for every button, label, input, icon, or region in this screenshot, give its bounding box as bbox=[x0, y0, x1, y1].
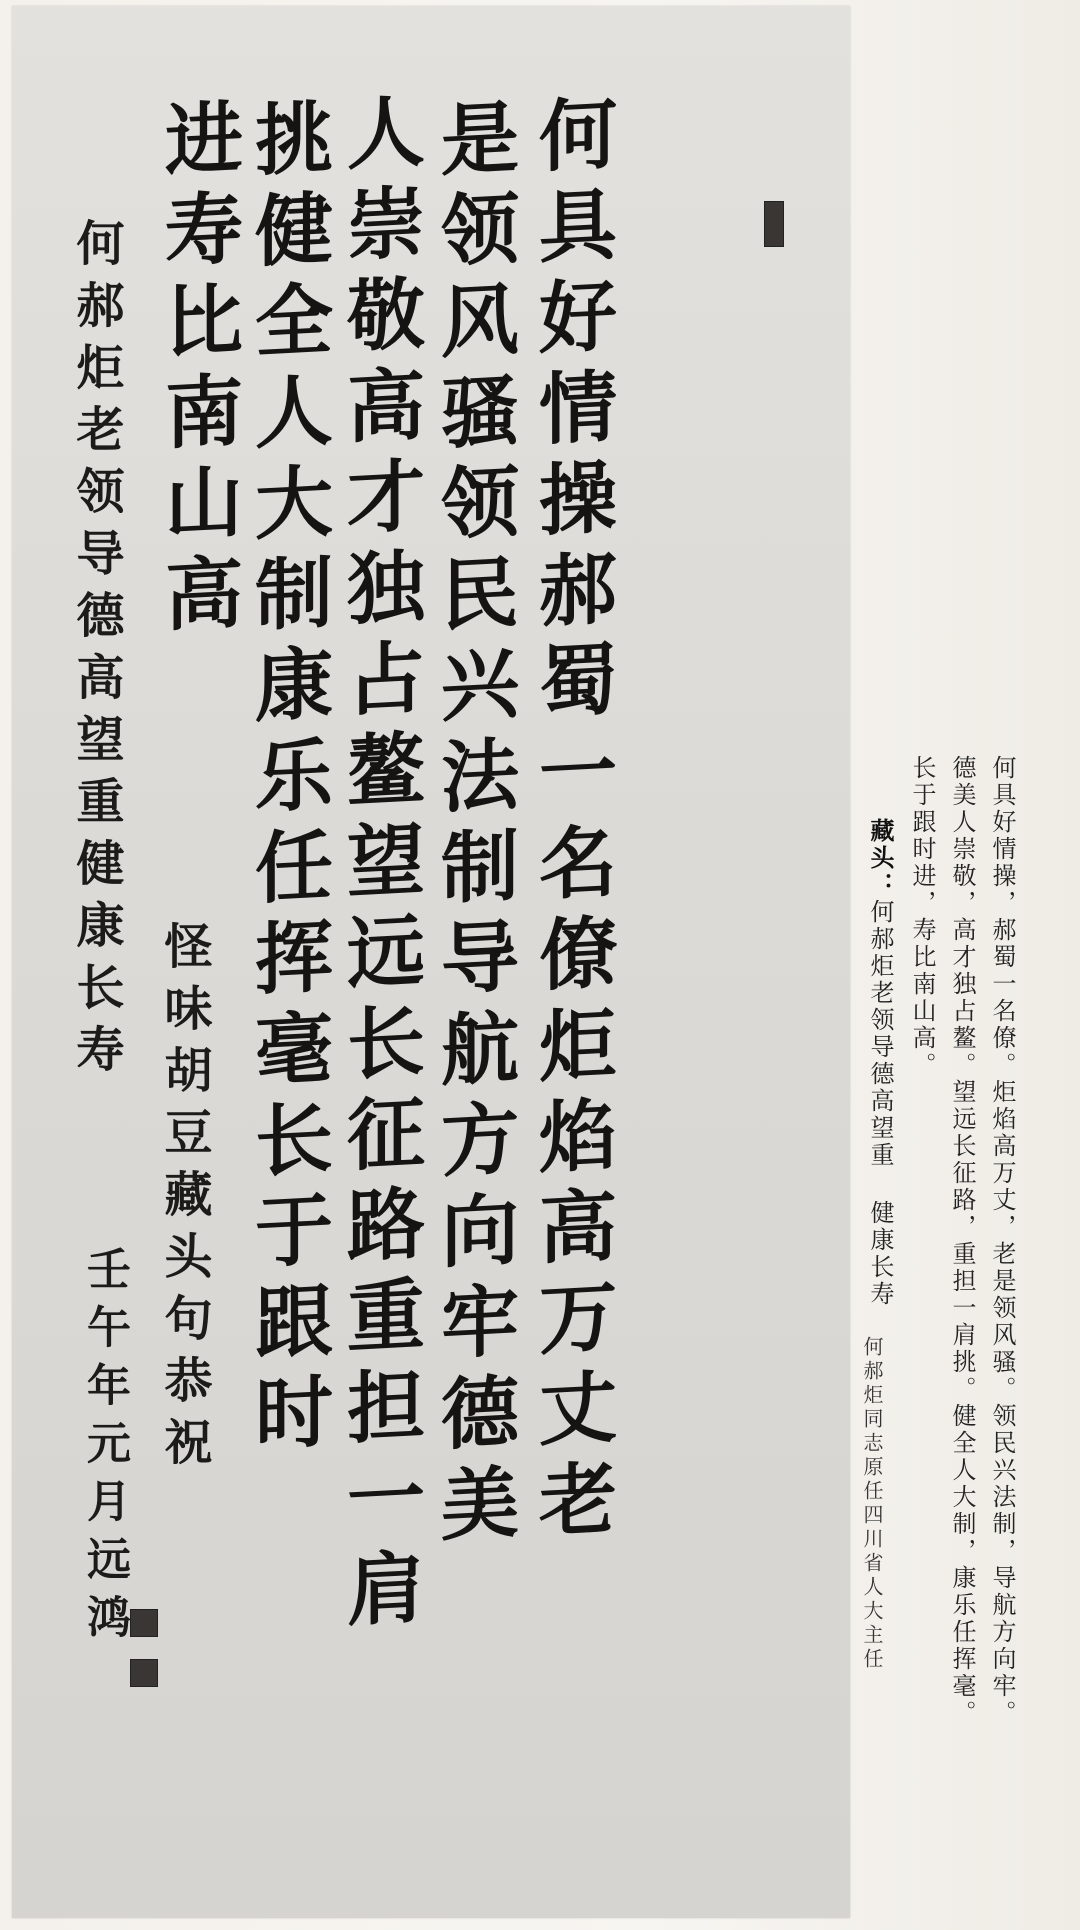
style-seal-icon bbox=[130, 1659, 158, 1687]
acrostic-label: 藏头： bbox=[866, 818, 894, 899]
annotation-line-2: 德美人崇敬，高才独占鳌。望远长征路，重担一肩挑。健全人大制，康乐任挥毫。 bbox=[948, 755, 976, 1727]
acrostic-text: 何郝炬老领导德高望重 健康长寿 bbox=[866, 899, 894, 1308]
name-seal-icon bbox=[130, 1609, 158, 1637]
signature-text: 壬午年元月远鸿 bbox=[79, 1246, 130, 1652]
calligraphy-scroll bbox=[12, 6, 850, 1918]
poem-column-4: 挑健全人大制康乐任挥毫长于跟时 bbox=[242, 95, 333, 1466]
poem-column-2: 是领风骚领民兴法制导航方向牢德美 bbox=[428, 95, 519, 1557]
annotation-line-3: 长于跟时进，寿比南山高。 bbox=[908, 755, 936, 1079]
acrostic-line bbox=[868, 818, 892, 1308]
subject-note: 何郝炬同志原任四川省人大主任 bbox=[860, 1336, 884, 1672]
dedication-text: 何郝炬老领导德高望重健康长寿 bbox=[68, 218, 124, 1086]
poem-column-1: 何具好情操郝蜀一名僚炬焰高万丈老 bbox=[526, 91, 617, 1553]
poem-column-3: 人崇敬高才独占鳌望远长征路重担一肩 bbox=[334, 89, 425, 1642]
acrostic-note: 怪味胡豆藏头句恭祝 bbox=[156, 921, 212, 1479]
annotation-line-1: 何具好情操，郝蜀一名僚。炬焰高万丈，老是领风骚。领民兴法制，导航方向牢。 bbox=[988, 755, 1016, 1727]
poem-column-5: 进寿比南山高 bbox=[152, 95, 243, 647]
top-seal-icon bbox=[764, 201, 784, 247]
